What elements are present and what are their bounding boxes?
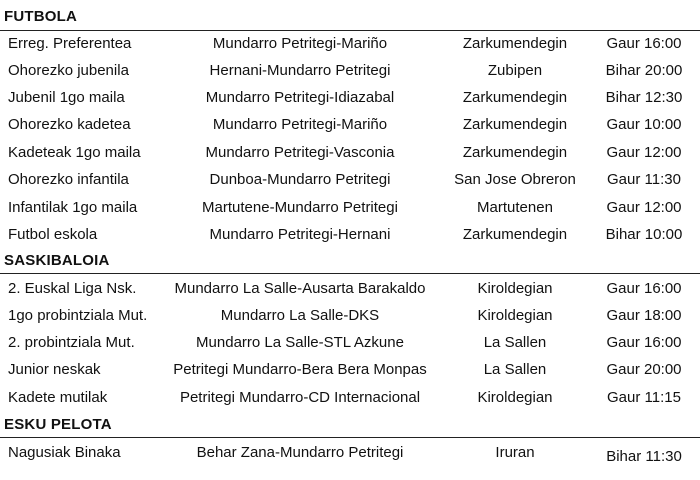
match-cell: Mundarro Petritegi-Idiazabal [205, 89, 395, 106]
table-row [0, 302, 700, 329]
place-cell: Martutenen [477, 199, 553, 216]
time-cell: Gaur 11:15 [607, 389, 681, 406]
time-cell: Bihar 10:00 [605, 226, 683, 243]
match-cell: Mundarro La Salle-STL Azkune [196, 334, 404, 351]
category-cell: Erreg. Preferentea [8, 35, 132, 52]
section-divider [0, 273, 700, 274]
category-cell: Ohorezko kadetea [8, 116, 131, 133]
time-cell: Gaur 11:30 [607, 171, 681, 188]
match-cell: Mundarro Petritegi-Hernani [209, 226, 391, 243]
place-cell: Kiroldegian [477, 280, 553, 297]
place-cell: La Sallen [483, 334, 547, 351]
category-cell: Nagusiak Binaka [8, 444, 121, 461]
section-divider [0, 437, 700, 438]
place-cell: San Jose Obreron [454, 171, 576, 188]
category-cell: Kadete mutilak [8, 389, 108, 406]
place-cell: Kiroldegian [477, 307, 553, 324]
time-cell: Bihar 20:00 [605, 62, 683, 79]
place-cell: Zarkumendegin [462, 226, 568, 243]
category-cell: Jubenil 1go maila [8, 89, 125, 106]
match-cell: Mundarro La Salle-DKS [220, 307, 380, 324]
time-cell: Gaur 16:00 [606, 334, 682, 351]
match-cell: Martutene-Mundarro Petritegi [202, 199, 398, 216]
time-cell: Bihar 11:30 [606, 448, 682, 465]
table-row [0, 275, 700, 302]
time-cell: Gaur 16:00 [606, 35, 682, 52]
time-cell: Gaur 12:00 [606, 144, 682, 161]
place-cell: La Sallen [483, 361, 547, 378]
match-cell: Mundarro Petritegi-Vasconia [205, 144, 395, 161]
match-cell: Petritegi Mundarro-Bera Bera Monpas [173, 361, 427, 378]
time-cell: Gaur 12:00 [606, 199, 682, 216]
match-cell: Mundarro Petritegi-Mariño [212, 116, 388, 133]
category-cell: Ohorezko infantila [8, 171, 129, 188]
table-row [0, 356, 700, 383]
time-cell: Gaur 16:00 [606, 280, 682, 297]
category-cell: 1go probintziala Mut. [8, 307, 148, 324]
table-row [0, 194, 700, 221]
place-cell: Iruran [495, 444, 535, 461]
table-row [0, 166, 700, 193]
section-title-esku-pelota: ESKU PELOTA [4, 416, 112, 433]
place-cell: Zubipen [487, 62, 543, 79]
table-row [0, 139, 700, 166]
table-row [0, 30, 700, 57]
section-title-saskibaloia: SASKIBALOIA [4, 252, 110, 269]
table-row [0, 384, 700, 411]
time-cell: Gaur 20:00 [606, 361, 682, 378]
match-cell: Mundarro La Salle-Ausarta Barakaldo [174, 280, 426, 297]
table-row [0, 57, 700, 84]
match-cell: Behar Zana-Mundarro Petritegi [196, 444, 404, 461]
time-cell: Gaur 10:00 [606, 116, 682, 133]
match-cell: Hernani-Mundarro Petritegi [209, 62, 391, 79]
category-cell: 2. probintziala Mut. [8, 334, 135, 351]
table-row [0, 221, 700, 248]
category-cell: Kadeteak 1go maila [8, 144, 141, 161]
match-cell: Mundarro Petritegi-Mariño [212, 35, 388, 52]
place-cell: Zarkumendegin [462, 144, 568, 161]
category-cell: Futbol eskola [8, 226, 98, 243]
time-cell: Gaur 18:00 [606, 307, 682, 324]
category-cell: Junior neskak [8, 361, 101, 378]
place-cell: Zarkumendegin [462, 89, 568, 106]
match-cell: Dunboa-Mundarro Petritegi [209, 171, 391, 188]
match-cell: Petritegi Mundarro-CD Internacional [179, 389, 421, 406]
table-row [0, 439, 700, 466]
category-cell: 2. Euskal Liga Nsk. [8, 280, 137, 297]
table-row [0, 84, 700, 111]
category-cell: Infantilak 1go maila [8, 199, 138, 216]
place-cell: Zarkumendegin [462, 116, 568, 133]
category-cell: Ohorezko jubenila [8, 62, 129, 79]
place-cell: Zarkumendegin [462, 35, 568, 52]
place-cell: Kiroldegian [477, 389, 553, 406]
table-row [0, 111, 700, 138]
table-row [0, 329, 700, 356]
time-cell: Bihar 12:30 [605, 89, 683, 106]
section-title-futbola: FUTBOLA [4, 8, 78, 25]
